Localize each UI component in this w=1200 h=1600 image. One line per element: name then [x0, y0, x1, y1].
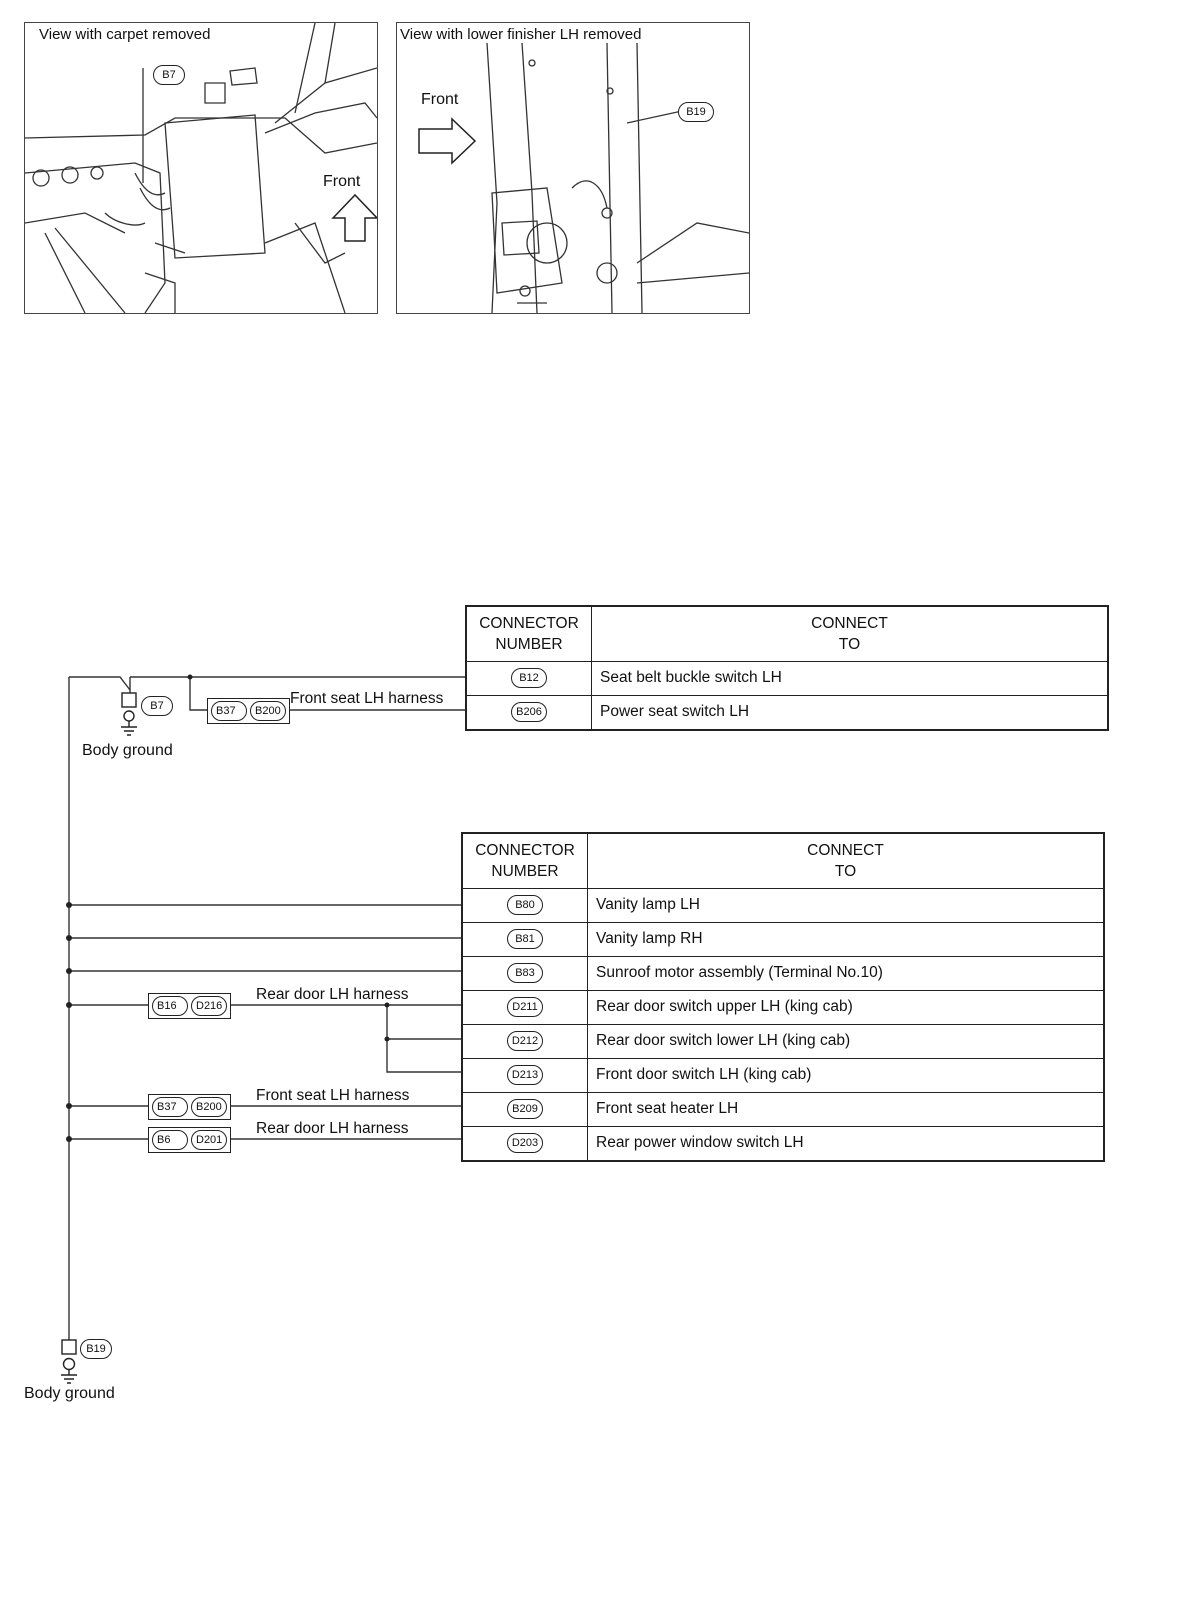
connector-badge: B206	[511, 702, 547, 722]
connector-badge: B200	[191, 1097, 227, 1117]
connector-badge: D216	[191, 996, 227, 1016]
ground-label: Body ground	[24, 1385, 115, 1402]
connector-badge: B16	[152, 996, 188, 1016]
connect-to-cell: Rear power window switch LH	[588, 1126, 1105, 1161]
column-header-connector: CONNECTOR NUMBER	[466, 606, 592, 661]
connector-badge: B19	[678, 102, 714, 122]
table-row	[462, 888, 1104, 922]
connector-table-top	[465, 605, 1109, 731]
connector-badge: B6	[152, 1130, 188, 1150]
column-header-connect-to: CONNECT TO	[592, 606, 1109, 661]
table-row	[462, 922, 1104, 956]
connector-badge: B37	[211, 701, 247, 721]
ground-symbol-icon	[61, 1340, 77, 1383]
connector-badge: B81	[507, 929, 543, 949]
table-row	[466, 695, 1108, 730]
direction-label: Front	[323, 173, 361, 190]
harness-connector-pair	[148, 1127, 231, 1153]
connector-badge: B200	[250, 701, 286, 721]
ground-connector-badge: B19	[80, 1339, 112, 1359]
connector-badge: B80	[507, 895, 543, 915]
table-row	[462, 956, 1104, 990]
connect-to-cell: Front door switch LH (king cab)	[588, 1058, 1105, 1092]
table-row	[462, 1092, 1104, 1126]
connect-to-cell: Power seat switch LH	[592, 695, 1109, 730]
table-row	[462, 990, 1104, 1024]
connect-to-cell: Rear door switch upper LH (king cab)	[588, 990, 1105, 1024]
connector-badge: B209	[507, 1099, 543, 1119]
harness-label: Rear door LH harness	[256, 1120, 409, 1137]
panel-title: View with carpet removed	[39, 26, 214, 43]
connector-badge: B83	[507, 963, 543, 983]
connect-to-cell: Sunroof motor assembly (Terminal No.10)	[588, 956, 1105, 990]
ground-symbol-icon	[121, 693, 137, 735]
connect-to-cell: Seat belt buckle switch LH	[592, 661, 1109, 695]
table-row	[462, 1024, 1104, 1058]
panel-title: View with lower finisher LH removed	[400, 26, 646, 43]
table-row	[466, 661, 1108, 695]
connector-badge: D212	[507, 1031, 543, 1051]
connect-to-cell: Front seat heater LH	[588, 1092, 1105, 1126]
connector-badge: B7	[153, 65, 185, 85]
connect-to-cell: Vanity lamp LH	[588, 888, 1105, 922]
connector-badge: D201	[191, 1130, 227, 1150]
connector-badge: B12	[511, 668, 547, 688]
connector-badge: D213	[507, 1065, 543, 1085]
column-header-connector: CONNECTOR NUMBER	[462, 833, 588, 888]
harness-connector-pair	[207, 698, 290, 724]
table-row	[462, 1058, 1104, 1092]
ground-connector-badge: B7	[141, 696, 173, 716]
harness-connector-pair	[148, 993, 231, 1019]
connect-to-cell: Rear door switch lower LH (king cab)	[588, 1024, 1105, 1058]
connector-badge: D211	[507, 997, 543, 1017]
connector-badge: B37	[152, 1097, 188, 1117]
harness-connector-pair	[148, 1094, 231, 1120]
harness-label: Front seat LH harness	[256, 1087, 410, 1104]
table-row	[462, 1126, 1104, 1161]
connector-table-bottom	[461, 832, 1105, 1162]
connect-to-cell: Vanity lamp RH	[588, 922, 1105, 956]
harness-label: Rear door LH harness	[256, 986, 409, 1003]
column-header-connect-to: CONNECT TO	[588, 833, 1105, 888]
direction-label: Front	[421, 91, 459, 108]
harness-label: Front seat LH harness	[290, 690, 444, 707]
connector-badge: D203	[507, 1133, 543, 1153]
ground-label: Body ground	[82, 742, 173, 759]
